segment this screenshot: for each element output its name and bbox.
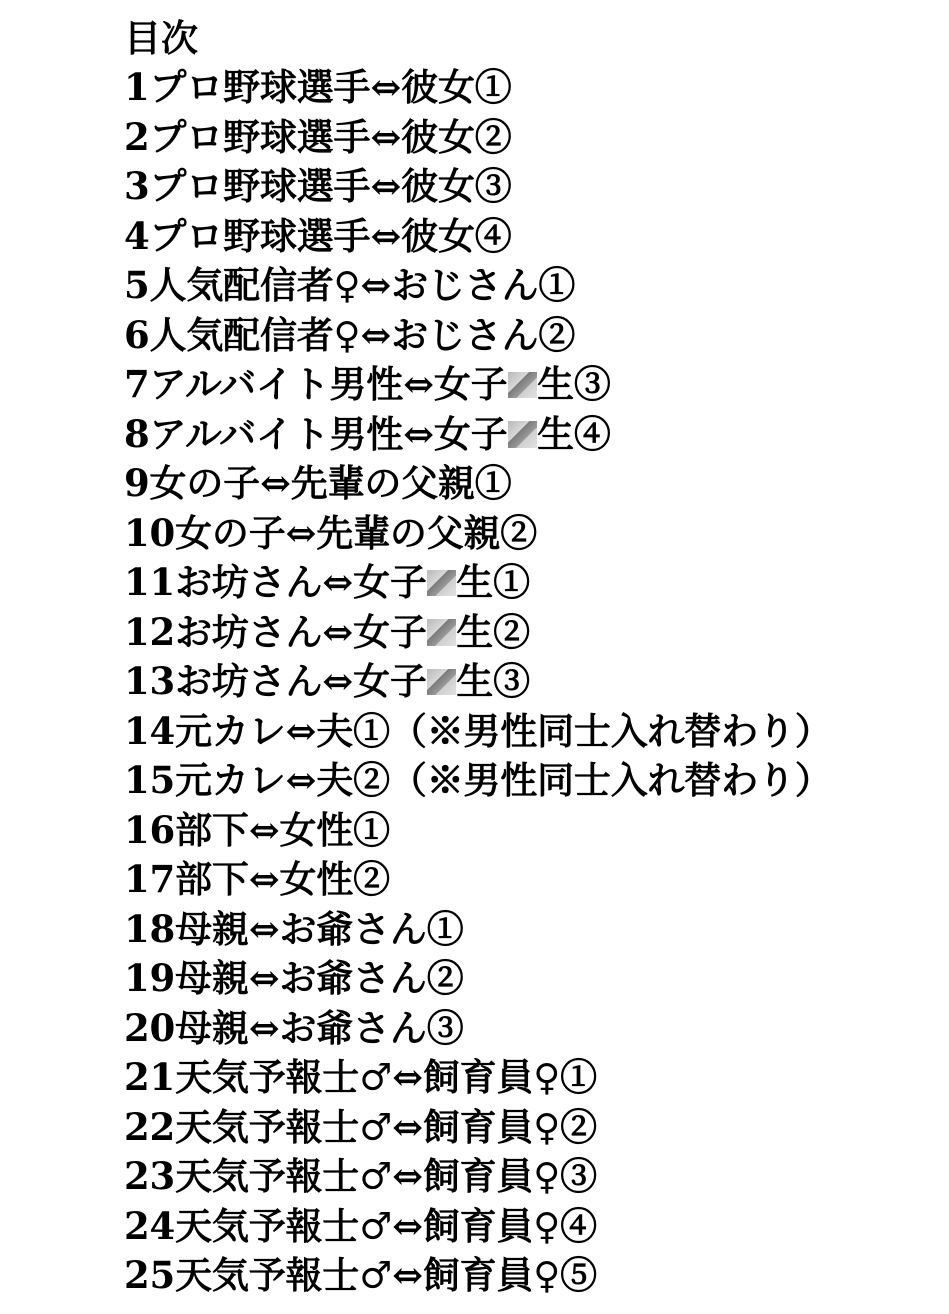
table-of-contents-list [124, 63, 949, 1301]
list-item [124, 1202, 949, 1252]
toc-entry-number: 21 [124, 1055, 176, 1099]
list-item [124, 509, 949, 559]
toc-entry-label: アルバイト男性⇔女子 生③ [149, 362, 611, 406]
toc-entry-label: プロ野球選手⇔彼女④ [149, 213, 512, 258]
toc-entry-number: 15 [124, 758, 176, 802]
toc-entry-number: 17 [124, 857, 176, 901]
toc-entry-number: 24 [124, 1203, 176, 1248]
toc-entry-label: 部下⇔女性② [175, 857, 390, 901]
toc-entry-number: 12 [124, 609, 176, 654]
page-title: 目次 [124, 16, 198, 60]
toc-entry-label: 人気配信者♀⇔おじさん① [149, 263, 576, 307]
toc-entry-label: プロ野球選手⇔彼女③ [149, 164, 512, 208]
list-item [124, 212, 949, 262]
list-item [124, 113, 949, 163]
toc-entry-number: 14 [124, 708, 176, 753]
toc-entry-number: 13 [124, 659, 176, 703]
toc-entry-label: 母親⇔お爺さん③ [175, 1005, 464, 1050]
toc-entry-label: 天気予報士♂⇔飼育員♀② [175, 1104, 597, 1149]
toc-entry-number: 23 [124, 1154, 176, 1198]
toc-entry-label: お坊さん⇔女子 生② [175, 609, 530, 654]
toc-entry-number: 5 [124, 263, 150, 307]
list-item [124, 311, 949, 361]
redaction-block [427, 619, 456, 646]
toc-entry-label: 女の子⇔先輩の父親① [149, 461, 512, 505]
toc-entry-label: お坊さん⇔女子 生① [175, 560, 530, 604]
list-item [124, 459, 949, 509]
toc-entry-label: 天気予報士♂⇔飼育員♀① [175, 1055, 597, 1099]
toc-entry-label: 天気予報士♂⇔飼育員♀③ [175, 1154, 597, 1198]
toc-entry-number: 18 [124, 906, 176, 951]
toc-entry-label: 元カレ⇔夫②（※男性同士入れ替わり） [175, 758, 832, 802]
list-item [124, 1053, 949, 1103]
list-item [124, 1251, 949, 1301]
list-item [124, 855, 949, 905]
toc-entry-number: 11 [124, 560, 176, 604]
toc-entry-number: 16 [124, 807, 176, 852]
redaction-block [427, 570, 456, 597]
list-item [124, 360, 949, 410]
list-item [124, 657, 949, 707]
toc-entry-label: プロ野球選手⇔彼女② [149, 114, 512, 159]
toc-entry-label: 部下⇔女性① [175, 807, 390, 852]
redaction-block [427, 669, 456, 696]
toc-entry-number: 8 [124, 411, 150, 456]
toc-entry-number: 10 [124, 510, 176, 555]
list-item [124, 608, 949, 658]
toc-entry-label: 女の子⇔先輩の父親② [175, 510, 538, 555]
toc-entry-number: 7 [124, 362, 150, 406]
toc-entry-number: 20 [124, 1005, 176, 1050]
toc-entry-number: 22 [124, 1104, 176, 1149]
toc-entry-number: 2 [124, 114, 150, 159]
toc-entry-number: 25 [124, 1253, 176, 1297]
toc-entry-number: 3 [124, 164, 150, 208]
list-item [124, 806, 949, 856]
list-item [124, 707, 949, 757]
list-item [124, 162, 949, 212]
toc-entry-label: 人気配信者♀⇔おじさん② [149, 312, 576, 357]
toc-entry-number: 4 [124, 213, 150, 258]
redaction-block [508, 421, 537, 448]
toc-entry-label: 母親⇔お爺さん① [175, 906, 464, 951]
toc-entry-label: プロ野球選手⇔彼女① [149, 65, 512, 109]
toc-entry-label: 元カレ⇔夫①（※男性同士入れ替わり） [175, 708, 832, 753]
list-item [124, 63, 949, 113]
toc-entry-label: 母親⇔お爺さん② [175, 956, 464, 1000]
toc-entry-label: 天気予報士♂⇔飼育員♀④ [175, 1203, 597, 1248]
toc-entry-label: 天気予報士♂⇔飼育員♀⑤ [175, 1253, 597, 1297]
list-item [124, 410, 949, 460]
list-item [124, 954, 949, 1004]
list-item [124, 905, 949, 955]
toc-entry-label: アルバイト男性⇔女子 生④ [149, 411, 611, 456]
toc-entry-number: 9 [124, 461, 150, 505]
toc-entry-number: 6 [124, 312, 150, 357]
list-item [124, 558, 949, 608]
list-item [124, 261, 949, 311]
list-item [124, 1152, 949, 1202]
toc-entry-label: お坊さん⇔女子 生③ [175, 659, 530, 703]
list-item [124, 756, 949, 806]
redaction-block [508, 372, 537, 399]
list-item [124, 1004, 949, 1054]
list-item [124, 1103, 949, 1153]
toc-entry-number: 1 [124, 65, 150, 109]
toc-entry-number: 19 [124, 956, 176, 1000]
